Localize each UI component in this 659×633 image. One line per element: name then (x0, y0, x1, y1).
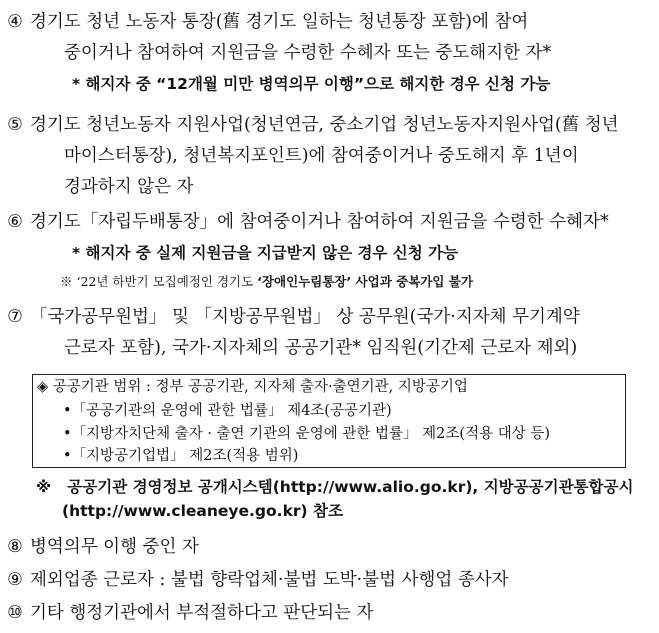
item-6-note: * 해지자 중 실제 지원금을 지급받지 않은 경우 신청 가능 (72, 244, 459, 262)
item-4-line-1 (0, 14, 528, 32)
item-8 (0, 539, 199, 557)
box-bullet-1: •「공공기관의 운영에 관한 법률」 제4조(공공기관) (63, 403, 392, 419)
box-bullet-2: •「지방자치단체 출자 · 출연 기관의 운영에 관한 법률」 제2조(적용 대상 등) (63, 426, 550, 442)
item-5-line-1 (0, 117, 619, 135)
box-title: 공공기관 범위 : 정부 공공기관, 지자체 출자·출연기관, 지방공기업 (52, 379, 468, 395)
item-5-line-3: 경과하지 않은 자 (64, 177, 194, 197)
item-9 (0, 572, 509, 590)
item-7-line-2: 근로자 포함), 국가·지자체의 공공기관* 임직원(기간제 근로자 제외) (64, 338, 578, 358)
item-text: 「국가공무원법」 및 「지방공무원법」 상 공무원(국가·지자체 무기계약 (30, 307, 580, 327)
public-institution-box (32, 374, 626, 468)
reference-marker: ※ (36, 478, 52, 496)
item-number: ⑥ (7, 212, 23, 232)
item-5-line-2: 마이스터통장), 청년복지포인트)에 참여중이거나 중도해지 후 1년이 (64, 146, 579, 166)
box-bullet-3: •「지방공기업법」 제2조(적용 범위) (63, 448, 299, 464)
box-title-line (37, 380, 468, 395)
reference-line-2: (http://www.cleaneye.go.kr) 참조 (62, 502, 343, 520)
subnote-prefix: ※ ‘22년 하반기 모집예정인 경기도 (60, 274, 254, 289)
item-text: 기타 행정기관에서 부적절하다고 판단되는 자 (30, 603, 374, 623)
item-text: 경기도 청년 노동자 통장(舊 경기도 일하는 청년통장 포함)에 참여 (30, 12, 529, 32)
reference-text: 공공기관 경영정보 공개시스템(http://www.alio.go.kr), 지방공공기관통합공시 (67, 478, 634, 496)
item-7-line-1 (0, 309, 580, 327)
reference-line-1 (36, 480, 633, 496)
item-number: ⑦ (7, 307, 23, 327)
item-4-line-2: 중이거나 참여하여 지원금을 수령한 수혜자 또는 중도해지한 자* (64, 43, 552, 63)
item-text: 병역의무 이행 중인 자 (30, 537, 199, 557)
item-text: 경기도 청년노동자 지원사업(청년연금, 중소기업 청년노동자지원사업(舊 청년 (30, 115, 619, 135)
subnote-bold: ‘장애인누림통장’ 사업과 중복가입 불가 (257, 274, 473, 289)
item-number: ⑧ (7, 537, 23, 557)
item-text: 경기도「자립두배통장」에 참여중이거나 참여하여 지원금을 수령한 수혜자* (30, 212, 609, 232)
item-4-note: * 해지자 중 “12개월 미만 병역의무 이행”으로 해지한 경우 신청 가능 (72, 75, 551, 93)
item-number: ④ (7, 12, 23, 32)
diamond-icon: ◈ (37, 379, 49, 395)
item-text: 제외업종 근로자 : 불법 향락업체·불법 도박·불법 사행업 종사자 (30, 570, 509, 590)
item-number: ⑩ (7, 603, 23, 623)
item-6-line-1 (0, 214, 609, 232)
item-number: ⑤ (7, 115, 23, 135)
item-6-subnote (60, 276, 473, 289)
item-number: ⑨ (7, 570, 23, 590)
item-10 (0, 605, 373, 623)
